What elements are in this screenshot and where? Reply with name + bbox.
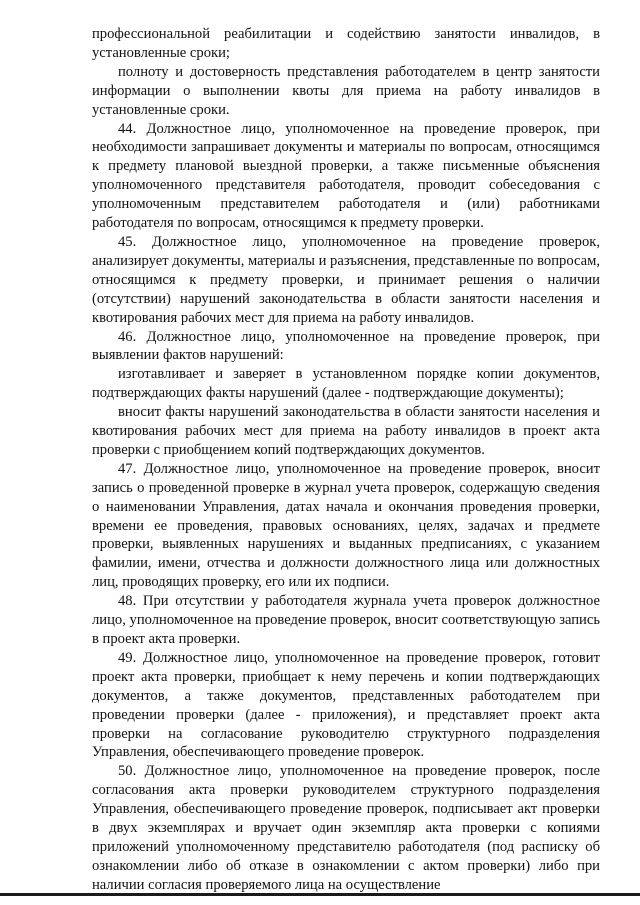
- paragraph-45: 45. Должностное лицо, уполномоченное на проведение проверок, анализирует документы, материалы и разъяснения, представленные по вопросам, относящимся к предмету проверки, и принимает решения о наличии (отсутствии) нарушений законодательства в области занятости населения и квотирования рабочих мест для приема на работу инвалидов.: [92, 233, 600, 326]
- paragraph-44: 44. Должностное лицо, уполномоченное на проведение проверок, при необходимости запрашивает документы и материалы по вопросам, относящимся к предмету плановой выездной проверки, а также письменные объяснения уполномоченного представителя работодателя, проводит собеседования с уполномоченным представителем работодателя и (или) работниками работодателя по вопросам, относящимся к предмету проверки.: [92, 120, 600, 232]
- paragraph-50: 50. Должностное лицо, уполномоченное на проведение проверок, после согласования акта проверки руководителем структурного подразделения Управления, обеспечивающего проведение проверок, подписывает акт проверки в двух экземплярах и вручает один экземпляр акта проверки с копиями приложений уполномоченному представителю работодателя (под расписку об ознакомлении либо об отказе в ознакомлении с актом проверки) либо при наличии согласия проверяемого лица на осуществление: [92, 763, 600, 893]
- paragraph-46-facts: вносит факты нарушений законодательства в области занятости населения и квотирования рабочих мест для приема на работу инвалидов в проект акта проверки с приобщением копий подтверждающих документов.: [92, 404, 600, 458]
- paragraph-48: 48. При отсутствии у работодателя журнала учета проверок должностное лицо, уполномоченное на проведение проверок, вносит соответствующую запись в проект акта проверки.: [92, 593, 600, 647]
- paragraph-46-copies: изготавливает и заверяет в установленном порядке копии документов, подтверждающих факты нарушений (далее - подтверждающие документы);: [92, 366, 600, 402]
- paragraph-46: 46. Должностное лицо, уполномоченное на проведение проверок, при выявлении фактов нарушений:: [92, 328, 600, 364]
- paragraph-continuation: профессиональной реабилитации и содействию занятости инвалидов, в установленные сроки;: [92, 26, 600, 61]
- paragraph-completeness: полноту и достоверность представления работодателем в центр занятости информации о выполнении квоты для приема на работу инвалидов в установленные сроки.: [92, 63, 600, 118]
- page-bottom-rule: [0, 893, 640, 896]
- paragraph-49: 49. Должностное лицо, уполномоченное на проведение проверок, готовит проект акта проверки, приобщает к нему перечень и копии подтверждающих документов, а также документов, представленных работодателем при проведении проверки (далее - приложения), и представляет проект акта проверки на согласование руководителю структурного подразделения Управления, обеспечивающего проведение проверок.: [92, 649, 600, 761]
- paragraph-47: 47. Должностное лицо, уполномоченное на проведение проверок, вносит запись о проведенной проверке в журнал учета проверок, содержащую сведения о наименовании Управления, датах начала и окончания проведения проверки, времени ее проведения, правовых основаниях, целях, задачах и предмете проверки, выявленных нарушениях и выданных предписаниях, с указанием фамилии, имени, отчества и должности должностного лица или должностных лиц, проводящих проверку, его или их подписи.: [92, 460, 600, 591]
